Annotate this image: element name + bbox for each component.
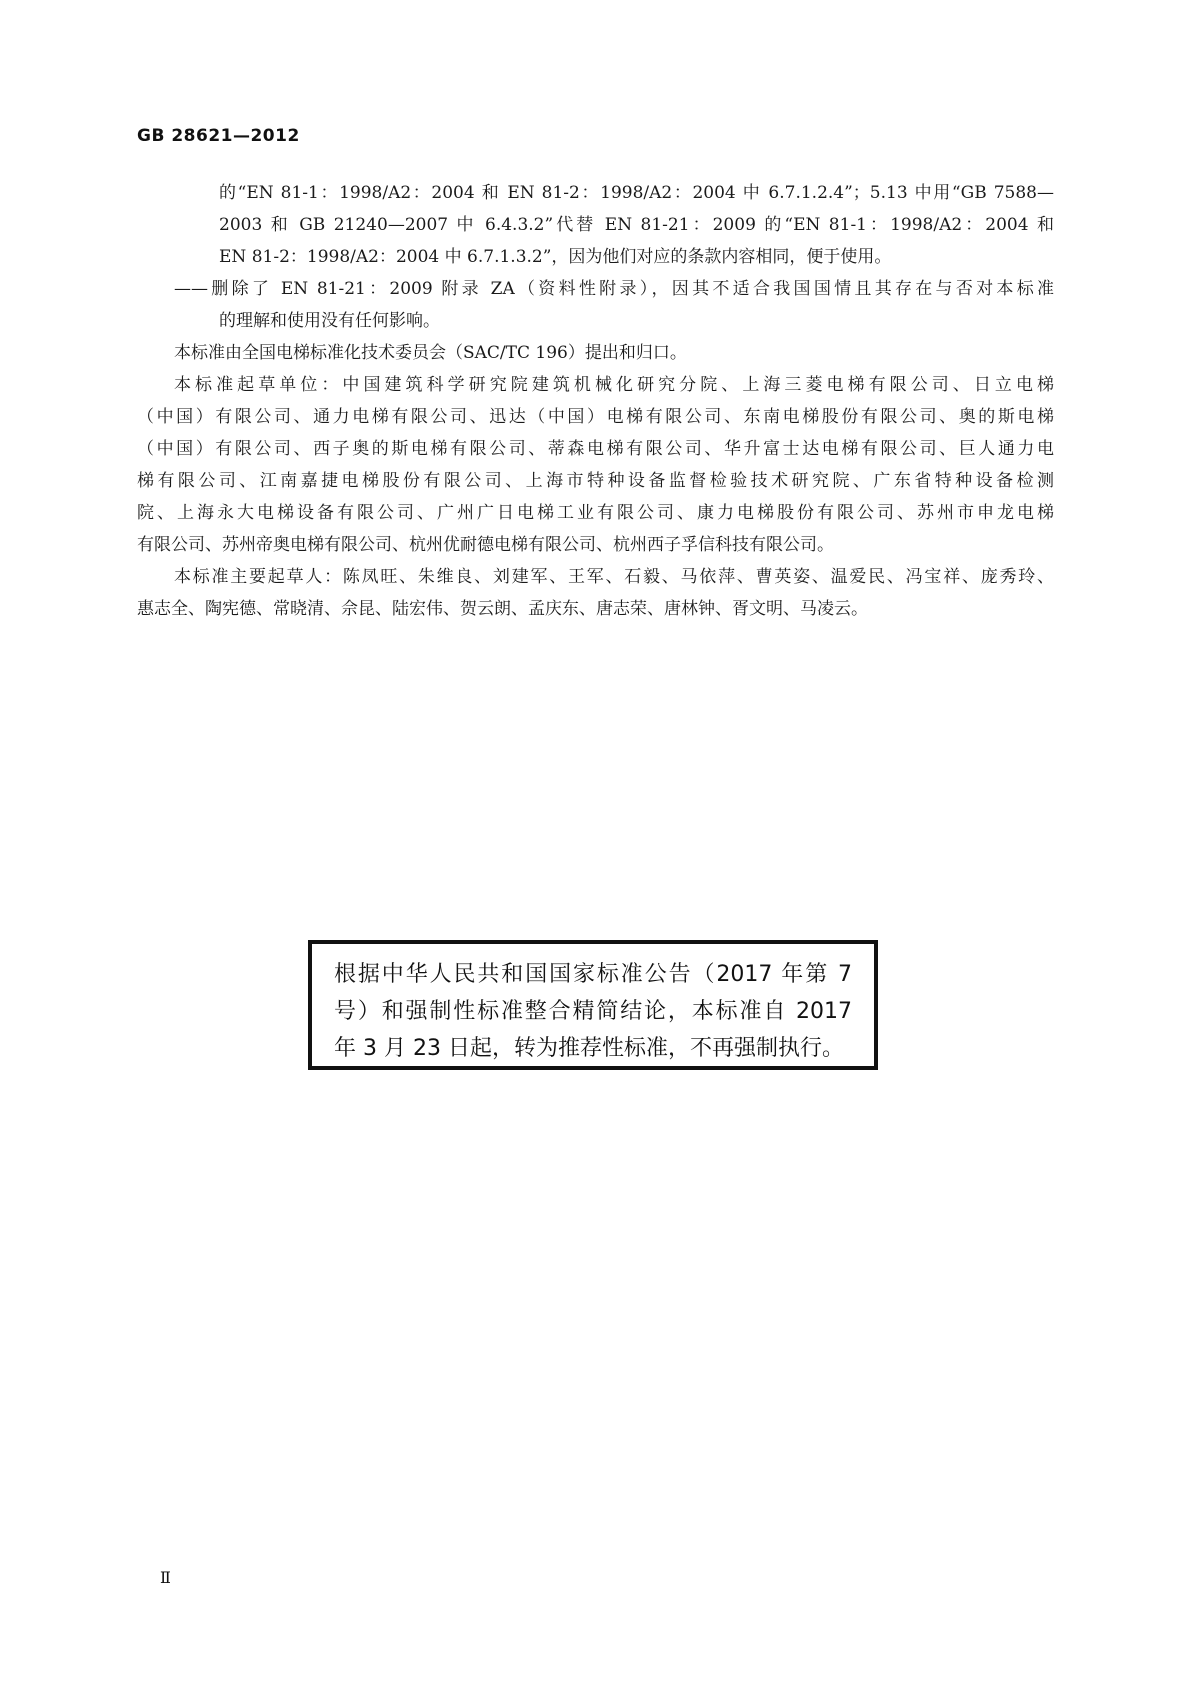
text-line: 惠志全、陶宪德、常晓清、佘昆、陆宏伟、贺云朗、孟庆东、唐志荣、唐林钟、胥文明、马凌云。: [137, 599, 868, 619]
document-body: [137, 177, 1054, 625]
notice-line: 根据中华人民共和国国家标准公告（2017 年第 7: [334, 962, 852, 987]
text-line: 院、上海永大电梯设备有限公司、广州广日电梯工业有限公司、康力电梯股份有限公司、苏州市申龙电梯: [137, 503, 1054, 523]
text-line: （中国）有限公司、西子奥的斯电梯有限公司、蒂森电梯有限公司、华升富士达电梯有限公司、巨人通力电: [137, 439, 1054, 459]
paragraph-replacement-note: [174, 177, 1054, 273]
text-line: EN 81-2：1998/A2：2004 中 6.7.1.3.2”，因为他们对应的条款内容相同，便于使用。: [219, 247, 892, 267]
page-number: Ⅱ: [160, 1568, 171, 1587]
text-line: 本标准由全国电梯标准化技术委员会（SAC/TC 196）提出和归口。: [174, 343, 687, 363]
notice-line: 号）和强制性标准整合精简结论，本标准自 2017: [334, 999, 852, 1024]
text-line: 本标准主要起草人：陈凤旺、朱维良、刘建军、王军、石毅、马依萍、曹英姿、温爱民、冯宝祥、庞秀玲、: [174, 567, 1054, 587]
text-line: 的“EN 81-1：1998/A2：2004 和 EN 81-2：1998/A2：2004 中 6.7.1.2.4”；5.13 中用“GB 7588—: [219, 183, 1054, 203]
text-line: 梯有限公司、江南嘉捷电梯股份有限公司、上海市特种设备监督检验技术研究院、广东省特种设备检测: [137, 471, 1054, 491]
standard-number-header: GB 28621—2012: [137, 126, 300, 146]
text-line: 的理解和使用没有任何影响。: [219, 311, 440, 331]
text-line: （中国）有限公司、通力电梯有限公司、迅达（中国）电梯有限公司、东南电梯股份有限公司、奥的斯电梯: [137, 407, 1054, 427]
text-line: 2003 和 GB 21240—2007 中 6.4.3.2”代替 EN 81-21：2009 的“EN 81-1：1998/A2：2004 和: [219, 215, 1054, 235]
text-line: 本标准起草单位：中国建筑科学研究院建筑机械化研究分院、上海三菱电梯有限公司、日立电梯: [174, 375, 1054, 395]
notice-line: 年 3 月 23 日起，转为推荐性标准，不再强制执行。: [334, 1036, 844, 1061]
paragraph-proposed-by: [174, 337, 1054, 369]
text-line: ——删除了 EN 81-21：2009 附录 ZA（资料性附录），因其不适合我国国情且其存在与否对本标准: [174, 279, 1054, 299]
status-change-notice: [308, 940, 878, 1070]
paragraph-deletion-note: [174, 273, 1054, 337]
paragraph-drafters: [137, 561, 1054, 625]
paragraph-drafting-units: [137, 369, 1054, 561]
text-line: 有限公司、苏州帝奥电梯有限公司、杭州优耐德电梯有限公司、杭州西子孚信科技有限公司。: [137, 535, 834, 555]
